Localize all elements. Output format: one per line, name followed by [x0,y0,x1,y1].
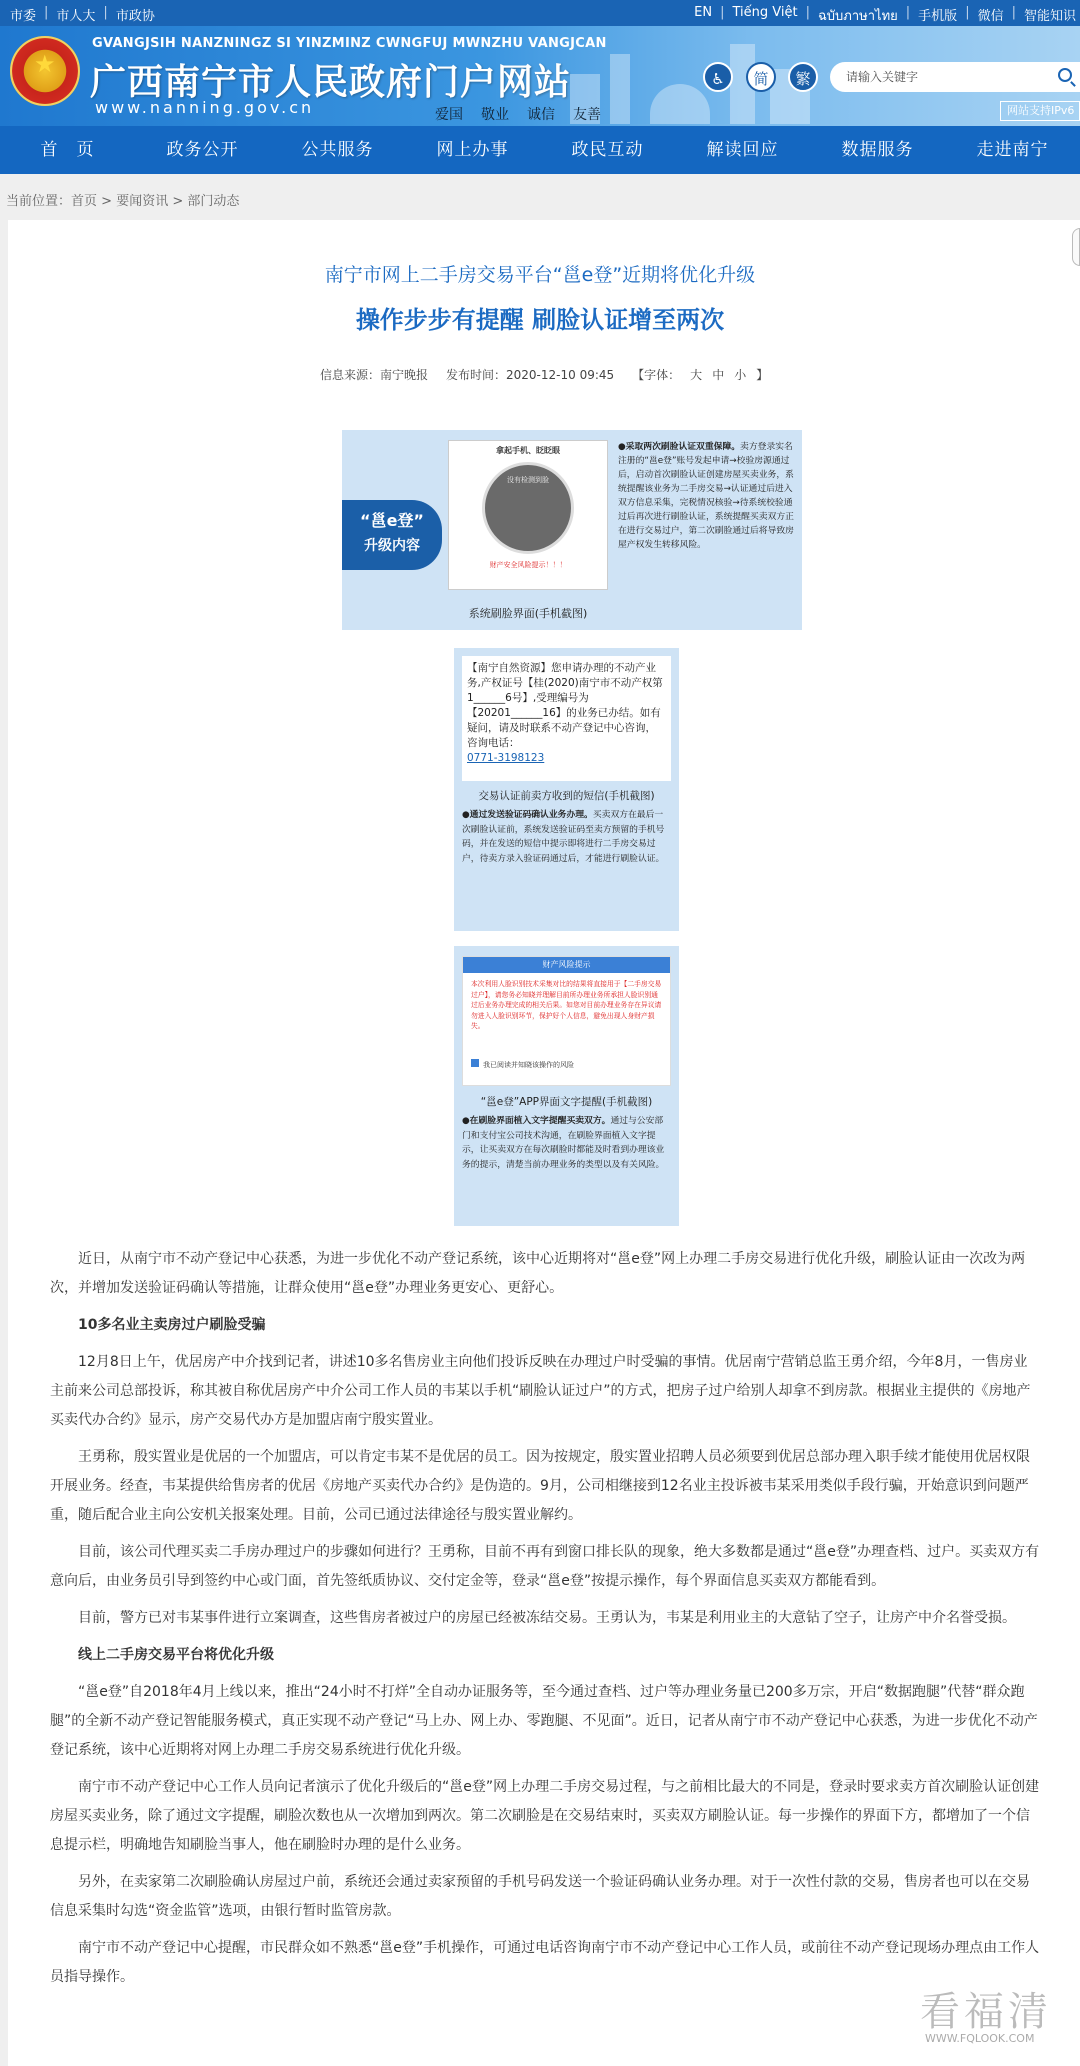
link-wechat[interactable]: 微信 [977,9,1004,24]
breadcrumb: 当前位置：首页 > 要闻资讯 > 部门动态 [6,194,240,209]
watermark-url: WWW.FQLOOK.COM [925,2032,1035,2045]
infographic-caption: 系统刷脸界面(手机截图) [468,607,588,620]
nav-online-service[interactable]: 网上办事 [436,140,509,160]
nav-data-service[interactable]: 数据服务 [841,140,914,160]
font-mid[interactable]: 中 [712,368,725,382]
phone-warning: 财产安全风险提示！！！ [489,561,567,569]
paragraph: 另外，在卖家第二次刷脸确认房屋过户前，系统还会通过卖家预留的手机号码发送一个验证码确认业务办理。对于一次性付款的交易，售房者也可以在交易信息采集时勾选“资金监管”选项，由银行暂时监管房款。 [50,1874,1030,1919]
infographic-text-head: ●通过发送验证码确认业务办理。 [462,810,593,820]
font-big[interactable]: 大 [690,368,703,382]
infographic-caption: 交易认证前卖方收到的短信(手机截图) [478,790,655,802]
article-body [50,1245,1040,2000]
infographic-text-body: 通过与公安部门和支付宝公司技术沟通，在刷脸界面植入文字提示，让买卖双方在每次刷脸时都能及时看到办理该业务的提示，清楚当前办理业务的类型以及有关风险。 [462,1116,665,1170]
breadcrumb-dept[interactable]: 部门动态 [187,194,240,209]
ipv6-badge: 网站支持IPv6 [1000,101,1080,121]
link-knowledge[interactable]: 智能知识 [1023,9,1076,24]
font-small[interactable]: 小 [734,368,747,382]
infographic-text-body: 买卖双方在最后一次刷脸认证前，系统发送验证码至卖方预留的手机号码，并在发送的短信中提示即将进行二手房交易过户，待卖方录入验证码通过后，才能进行刷脸认证。 [462,810,665,864]
traditional-chinese-button[interactable]: 繁 [788,62,818,92]
search-input[interactable] [830,62,1080,92]
site-banner [0,26,1080,126]
wheelchair-icon[interactable]: ♿ [703,62,733,92]
nav-nanning[interactable]: 走进南宁 [976,140,1049,160]
link-peoples-congress[interactable]: 市人大 [56,9,96,24]
lang-en[interactable]: EN [694,5,713,20]
nav-interpretation[interactable]: 解读回应 [706,140,779,160]
section-heading: 10多名业主卖房过户刷脸受骗 [78,1317,266,1333]
face-scan-circle: 没有检测到脸 [482,462,574,554]
font-size-end: 】 [756,368,769,382]
nav-gov-affairs[interactable]: 政务公开 [166,140,239,160]
infographic-app-warning [454,946,679,1226]
link-mobile[interactable]: 手机版 [918,9,958,24]
upgrade-tag-subtitle: 升级内容 [364,538,420,554]
section-heading: 线上二手房交易平台将优化升级 [78,1647,274,1663]
font-size-switch [632,366,768,383]
font-size-label: 【字体： [632,368,681,382]
link-cppcc[interactable]: 市政协 [115,9,155,24]
slogan [435,104,601,124]
sms-phone-link[interactable]: 0771-3198123 [467,752,545,764]
checkbox-icon[interactable] [471,1059,479,1067]
paragraph: “邕e登”自2018年4月上线以来，推出“24小时不打烊”全自动办证服务等，至今通过查档、过户等办理业务量已200多万宗，开启“数据跑腿”代替“群众跑腿”的全新不动产登记智能服务模式，真正实现不动产登记“马上办、网上办、零跑腿、不见面”。近日，记者从南宁市不动产登记中心获悉，为进一步优化不动产登记系统，该中心近期将对网上办理二手房交易系统进行优化升级。 [50,1684,1038,1758]
main-nav [0,126,1080,174]
nav-home[interactable]: 首 页 [40,140,95,160]
paragraph: 目前，该公司代理买卖二手房办理过户的步骤如何进行？王勇称，目前不再有到窗口排长队的现象，绝大多数都是通过“邕e登”办理查档、过户。买卖双方有意向后，由业务员引导到签约中心或门面，首先签纸质协议、交付定金等，登录“邕e登”按提示操作，每个界面信息买卖双方都能看到。 [50,1544,1040,1589]
nav-public-service[interactable]: 公共服务 [301,140,374,160]
national-emblem-icon [10,36,80,106]
breadcrumb-news[interactable]: 要闻资讯 [116,194,169,209]
breadcrumb-home[interactable]: 首页 [71,194,98,209]
paragraph: 近日，从南宁市不动产登记中心获悉，为进一步优化不动产登记系统，该中心近期将对“邕e登”网上办理二手房交易进行优化升级，刷脸认证由一次改为两次，并增加发送验证码确认等措施，让群众使用“邕e登”办理业务更安心、更舒心。 [50,1251,1026,1296]
search-icon[interactable] [1058,68,1072,82]
lang-th[interactable]: ฉบับภาษาไทย [817,9,898,24]
lang-vi[interactable]: Tiếng Việt [732,5,798,20]
infographic-text [462,808,671,928]
infographic-text [462,1114,671,1222]
app-checkbox-row[interactable] [463,1055,670,1074]
infographic-text-body: 卖方登录实名注册的“邕e登”账号发起申请→校验房源通过后，启动首次刷脸认证创建房屋买卖业务，系统提醒该业务为二手房交易→认证通过后进入双方信息采集，完税情况核验→待系统校验通过后再次进行刷脸认证，系统提醒买卖双方正在进行交易过户，第二次刷脸通过后将导致房屋产权发生转移风险。 [618,442,794,550]
slogan-word: 敬业 [481,107,509,123]
paragraph: 目前，警方已对韦某事件进行立案调查，这些售房者被过户的房屋已经被冻结交易。王勇认为，韦某是利用业主的大意钻了空子，让房产中介名誉受损。 [78,1610,1016,1626]
link-party-committee[interactable]: 市委 [10,9,37,24]
article-source: 信息来源：南宁晚报 [320,368,429,382]
infographic-text-head: ●在刷脸界面植入文字提醒买卖双方。 [462,1116,611,1126]
app-header: 财产风险提示 [463,957,670,973]
upgrade-tag-title: “邕e登” [360,511,424,530]
breadcrumb-label: 当前位置： [6,194,72,209]
nav-interaction[interactable]: 政民互动 [571,140,644,160]
infographic-face-auth [342,430,802,630]
upgrade-tag [342,500,442,570]
paragraph: 南宁市不动产登记中心提醒，市民群众如不熟悉“邕e登”手机操作，可通过电话咨询南宁市不动产登记中心工作人员，或前往不动产登记现场办理点由工作人员指导操作。 [50,1940,1040,1985]
article-time: 发布时间：2020-12-10 09:45 [446,368,615,382]
paragraph: 南宁市不动产登记中心工作人员向记者演示了优化升级后的“邕e登”网上办理二手房交易过程，与之前相比最大的不同是，登录时要求卖方首次刷脸认证创建房屋买卖业务，除了通过文字提醒，刷脸次数也从一次增加到两次。第二次刷脸是在交易结束时，买卖双方刷脸认证。每一步操作的界面下方，都增加了一个信息提示栏，明确地告知刷脸当事人，他在刷脸时办理的是什么业务。 [50,1779,1040,1853]
app-checkbox-label: 我已阅读并知晓该操作的风险 [483,1061,574,1069]
paragraph: 12月8日上午，优居房产中介找到记者，讲述10多名售房业主向他们投诉反映在办理过户时受骗的事情。优居南宁营销总监王勇介绍，今年8月，一售房业主前来公司总部投诉，称其被自称优居房产中介公司工作人员的韦某以手机“刷脸认证过户”的方式，把房子过户给别人却拿不到房款。根据业主提供的《房地产买卖代办合约》显示，房产交易代办方是加盟店南宁殷实置业。 [50,1354,1031,1428]
infographic-text [618,440,794,625]
infographic-text-head: ●采取两次刷脸认证双重保障。 [618,442,741,452]
search-placeholder: 请输入关键字 [846,70,919,84]
slogan-word: 诚信 [527,107,555,123]
infographic-caption: “邕e登”APP界面文字提醒(手机截图) [480,1096,653,1108]
sms-screenshot [462,656,671,781]
site-url: www.nanning.gov.cn [95,98,315,117]
phone-instruction: 拿起手机、眨眨眼 [496,446,560,455]
site-pinyin: GVANGJSIH NANZNINGZ SI YINZMINZ CWNGFUJ MWNZHU VANGJCAN [92,36,607,51]
article-subtitle: 南宁市网上二手房交易平台“邕e登”近期将优化升级 [324,264,756,286]
article-title: 操作步步有提醒 刷脸认证增至两次 [355,306,725,334]
app-warning-text: 本次利用人脸识别技术采集对比的结果将直接用于【二手房交易过户】，请您务必知晓并理解目前所办理业务所承担人脸识别通过后业务办理完成的相关后果。如您对目前办理业务存在异议请勿进入人脸识别环节，保护好个人信息，避免出现人身财产损失。 [471,980,662,1030]
infographic-sms [454,648,679,931]
slogan-word: 友善 [573,107,601,123]
top-utility-bar: 市委 | 市人大 | 市政协 EN | Tiếng Việt | ฉบับภาษาไทย | 手机版 | 微信 | 智能知识 [0,0,1080,26]
site-title[interactable]: 广西南宁市人民政府门户网站 [90,62,572,103]
sms-text: 【南宁自然资源】您申请办理的不动产业务,产权证号【桂(2020)南宁市不动产权第1______6号】,受理编号为【20201______16】的业务已办结。如有疑问，请及时联系不动产登记中心咨询，咨询电话： [467,662,663,749]
slogan-word: 爱国 [435,107,463,123]
article-meta [320,366,768,383]
simplified-chinese-button[interactable]: 简 [746,62,776,92]
phone-screenshot [448,440,608,590]
watermark: 看福清 [920,1989,1052,2035]
app-screenshot [462,956,671,1086]
paragraph: 王勇称，殷实置业是优居的一个加盟店，可以肯定韦某不是优居的员工。因为按规定，殷实置业招聘人员必须要到优居总部办理入职手续才能使用优居权限开展业务。经查，韦某提供给售房者的优居《房地产买卖代办合约》是伪造的。9月，公司相继接到12名业主投诉被韦某采用类似手段行骗，开始意识到问题严重，随后配合业主向公安机关报案处理。目前，公司已通过法律途径与殷实置业解约。 [50,1449,1030,1523]
